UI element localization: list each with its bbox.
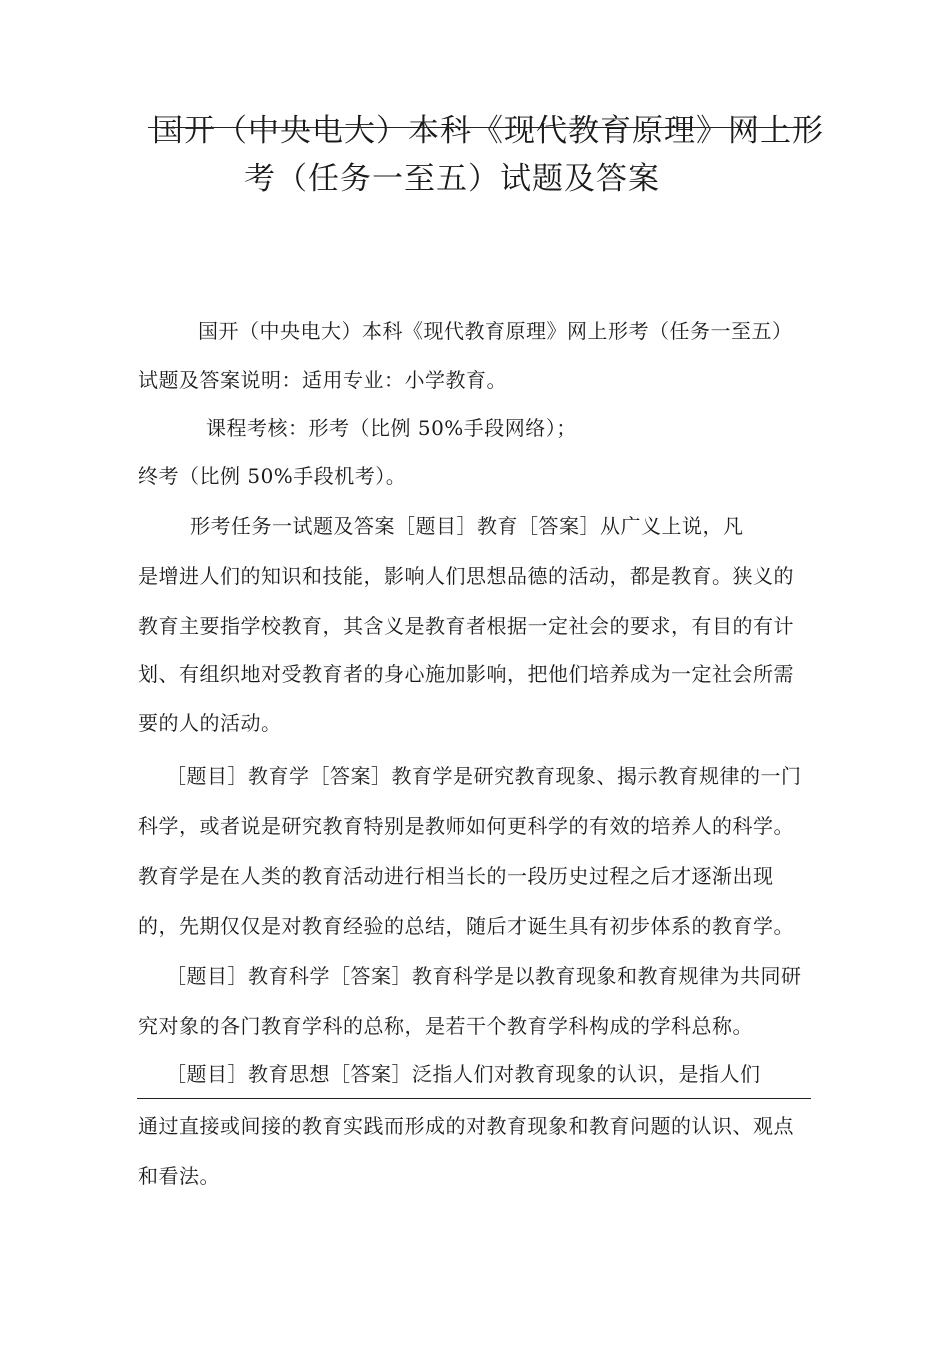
body-line: ［题目］教育科学［答案］教育科学是以教育现象和教育规律为共同研 [166, 964, 802, 988]
body-line: 的，先期仅仅是对教育经验的总结，随后才诞生具有初步体系的教育学。 [138, 914, 794, 938]
body-line: 课程考核：形考（比例 50%手段网络）； [206, 416, 577, 440]
body-line: 教育主要指学校教育，其含义是教育者根据一定社会的要求，有目的有计 [138, 614, 794, 638]
body-line: 形考任务一试题及答案［题目］教育［答案］从广义上说，凡 [190, 514, 744, 538]
body-line: 科学，或者说是研究教育特别是教师如何更科学的有效的培养人的科学。 [138, 814, 794, 838]
horizontal-rule [137, 1098, 811, 1099]
body-line: 试题及答案说明：适用专业：小学教育。 [138, 368, 507, 392]
body-line: ［题目］教育学［答案］教育学是研究教育现象、揭示教育规律的一门 [166, 764, 802, 788]
body-line: 终考（比例 50%手段机考）。 [138, 464, 407, 488]
body-line: 国开（中央电大）本科《现代教育原理》网上形考（任务一至五） [198, 319, 793, 343]
body-line: 要的人的活动。 [138, 711, 282, 735]
body-line: 和看法。 [138, 1164, 220, 1188]
title-strike-line [148, 127, 812, 128]
body-line: 划、有组织地对受教育者的身心施加影响，把他们培养成为一定社会所需 [138, 662, 794, 686]
body-line: ［题目］教育思想［答案］泛指人们对教育现象的认识，是指人们 [166, 1062, 761, 1086]
body-line: 是增进人们的知识和技能，影响人们思想品德的活动，都是教育。狭义的 [138, 564, 794, 588]
body-line: 通过直接或间接的教育实践而形成的对教育现象和教育问题的认识、观点 [138, 1114, 794, 1138]
body-line: 教育学是在人类的教育活动进行相当长的一段历史过程之后才逐渐出现 [138, 864, 774, 888]
document-title-line-2: 考（任务一至五）试题及答案 [244, 161, 660, 197]
document-title-line-1: 国开（中央电大）本科《现代教育原理》网上形 [152, 113, 824, 149]
body-line: 究对象的各门教育学科的总称，是若干个教育学科构成的学科总称。 [138, 1014, 753, 1038]
